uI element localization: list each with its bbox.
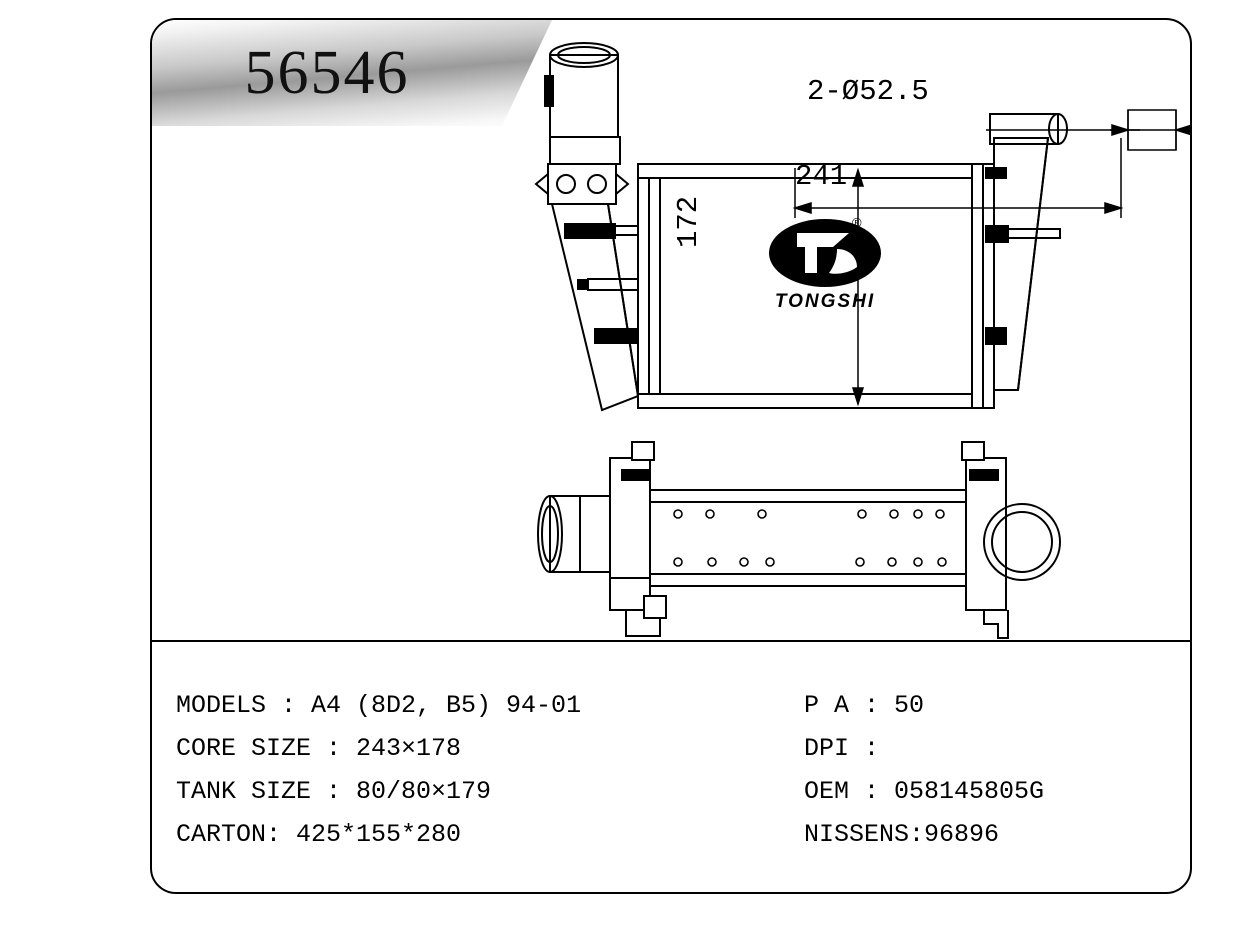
spec-tank-size: TANK SIZE : 80/80×179 [176,777,492,806]
side-core-body [650,490,966,586]
dimension-label-ports: 2-Ø52.5 [807,75,929,108]
spec-column-left [176,684,796,856]
spec-carton: CARTON: 425*155*280 [176,820,462,849]
tongshi-mark-icon [745,215,905,295]
spec-core-size: CORE SIZE : 243×178 [176,734,462,763]
brand-name: TONGSHI [774,291,876,312]
right-side-brackets [986,168,1060,344]
section-divider [150,640,1192,642]
dimension-label-height: 172 [672,195,705,248]
core-left-post [638,164,660,408]
brand-logo [745,215,905,325]
registered-trademark-icon: ® [852,215,862,230]
spec-nissens: NISSENS:96896 [804,820,1000,849]
spec-oem: OEM : 058145805G [804,777,1045,806]
spec-models: MODELS : A4 (8D2, B5) 94-01 [176,691,582,720]
core-right-post [972,164,994,408]
spec-pa: P A : 50 [804,691,925,720]
spec-column-right [804,684,1174,856]
left-tank-flange [536,137,628,204]
spec-dpi: DPI : [804,734,880,763]
right-outlet-pipe [990,114,1067,144]
part-number-banner [152,20,552,126]
part-number: 56546 [244,38,410,107]
dimension-label-width: 241 [795,160,848,193]
side-left-pipe [538,496,618,572]
left-inlet-pipe [545,43,618,137]
